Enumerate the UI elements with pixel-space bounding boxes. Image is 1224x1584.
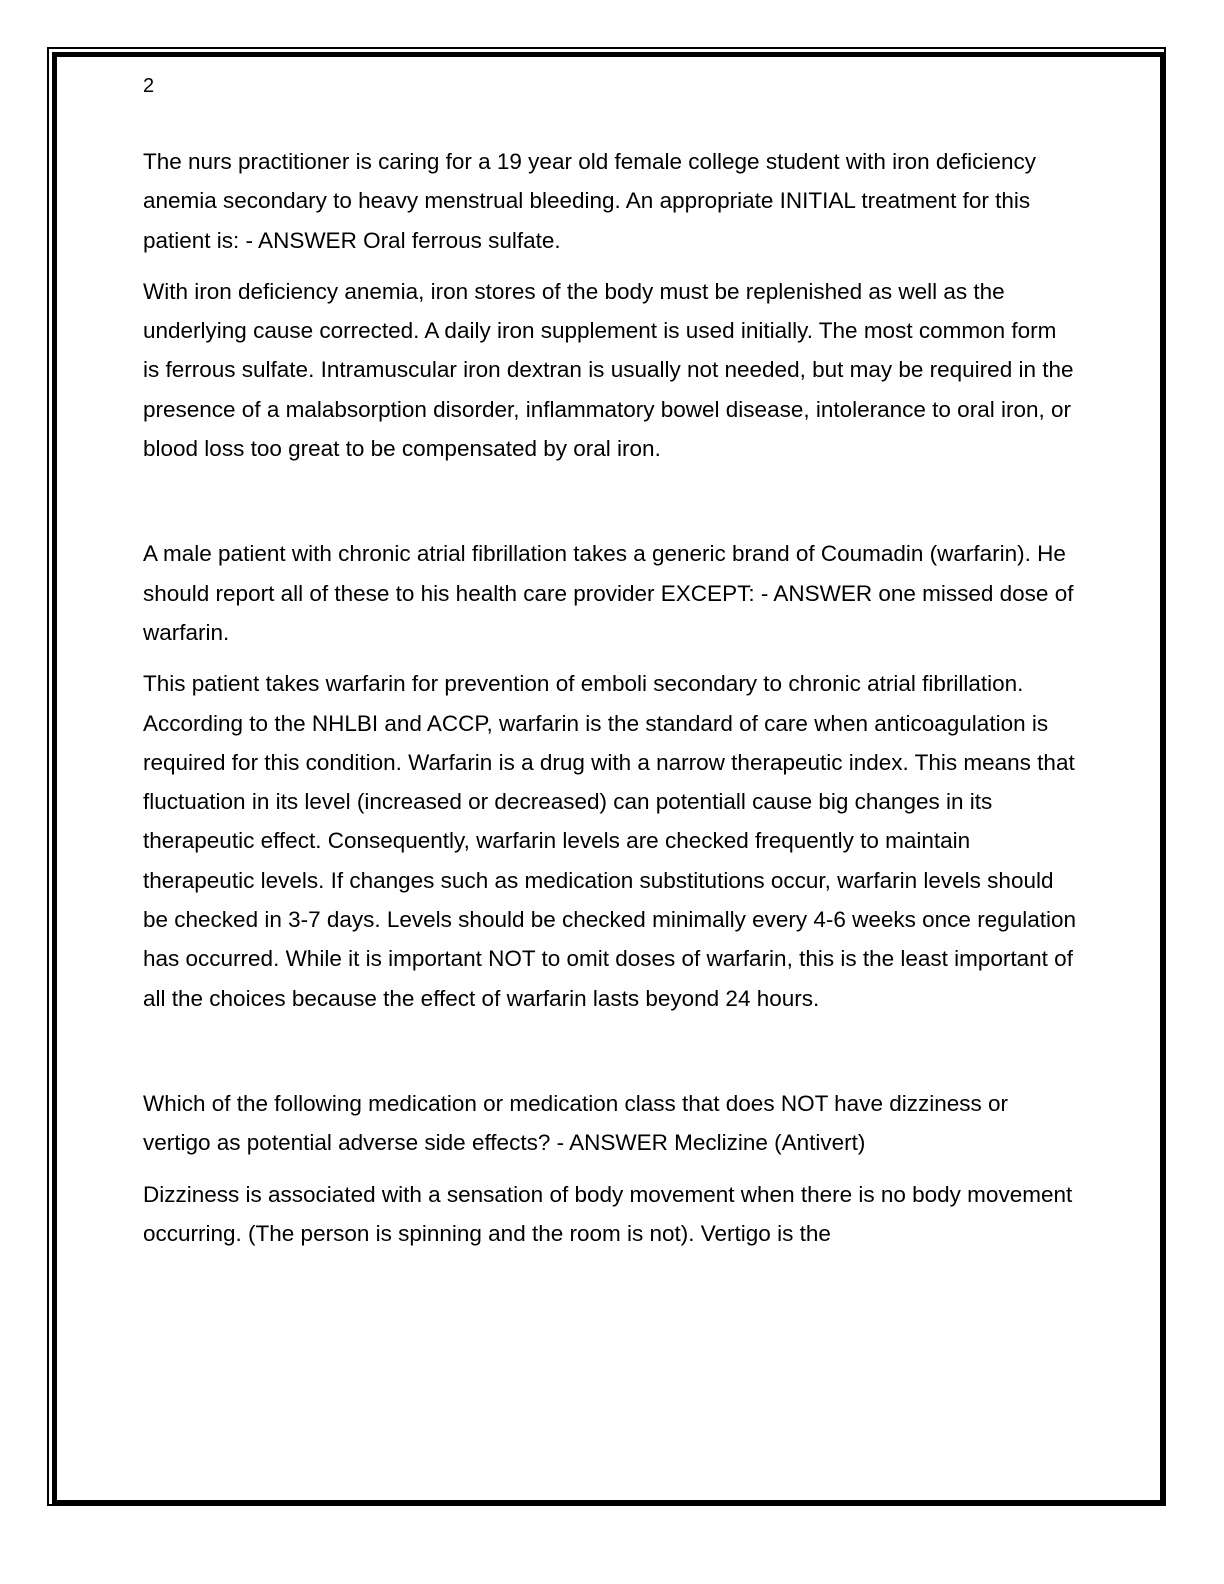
page-number: 2: [143, 75, 155, 97]
question-1: The nurs practitioner is caring for a 19 year old female college student with iron deficiency anemia secondary to heavy menstrual bleeding. An appropriate INITIAL treatment for this patient is: - ANSWER Oral ferrous sulfate.: [143, 149, 1036, 253]
explanation-1: With iron deficiency anemia, iron stores of the body must be replenished as well as the underlying cause corrected. A daily iron supplement is used initially. The most common form is ferrous sulfate. Intramuscular iron dextran is usually not needed, but may be required in the presence of a malabsorption disorder, inflammatory bowel disease, intolerance to oral iron, or blood loss too great to be compensated by oral iron.: [143, 278, 1074, 462]
document-body: [143, 142, 1078, 1253]
question-2: A male patient with chronic atrial fibrillation takes a generic brand of Coumadin (warfarin). He should report all of these to his health care provider EXCEPT: - ANSWER one missed dose of warfarin.: [143, 541, 1074, 645]
explanation-2: This patient takes warfarin for prevention of emboli secondary to chronic atrial fibrillation. According to the NHLBI and ACCP, warfarin is the standard of care when anticoagulation is required for this condition. Warfarin is a drug with a narrow therapeutic index. This means that fluctuation in its level (increased or decreased) can potentiall cause big changes in its therapeutic effect. Consequently, warfarin levels are checked frequently to maintain therapeutic levels. If changes such as medication substitutions occur, warfarin levels should be checked in 3-7 days. Levels should be checked minimally every 4-6 weeks once regulation has occurred. While it is important NOT to omit doses of warfarin, this is the least important of all the choices because the effect of warfarin lasts beyond 24 hours.: [143, 671, 1077, 1011]
explanation-3: Dizziness is associated with a sensation of body movement when there is no body movement occurring. (The person is spinning and the room is not). Vertigo is the: [143, 1181, 1073, 1246]
question-3: Which of the following medication or medication class that does NOT have dizziness or vertigo as potential adverse side effects? - ANSWER Meclizine (Antivert): [143, 1090, 1008, 1156]
